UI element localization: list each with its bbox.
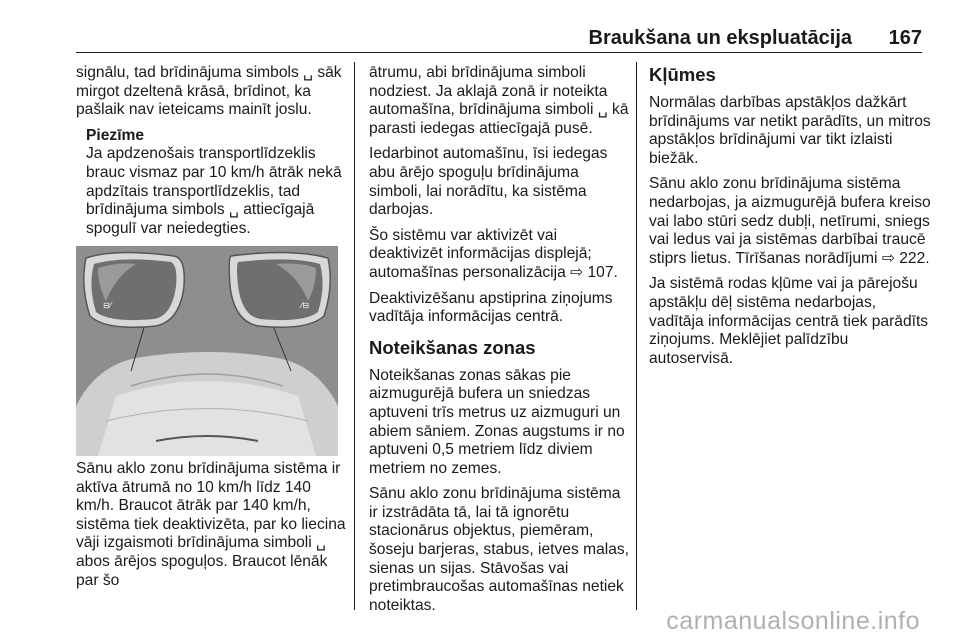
- watermark: carmanualsonline.info: [666, 607, 920, 635]
- paragraph: Deaktivizēšanu apstiprina ziņojums vadītāja informācijas centrā.: [369, 289, 613, 326]
- paragraph: Sānu aklo zonu brīdinājuma sistēma nedarbojas, ja aizmugurējā bufera kreiso vai labo stūri sedz dubļi, netīrumi, sniegs vai ledus vai ja sistēmas darbībai traucē stiprs lietus. Tīrīšanas norādījumi ⇨ 222.: [649, 175, 931, 267]
- svg-text:⁄⊟: ⁄⊟: [301, 301, 310, 310]
- paragraph: Ja sistēmā rodas kļūme vai ja pārejošu apstākļu dēļ sistēma nedarbojas, vadītāja informācijas centrā tiek parādīts ziņojums. Meklējiet palīdzību autoservisā.: [649, 275, 929, 367]
- section-title: Noteikšanas zonas: [369, 336, 536, 358]
- column-3: [649, 64, 932, 375]
- column-2: [369, 64, 633, 622]
- note-title: Piezīme: [86, 126, 145, 144]
- page-number: 167: [888, 27, 922, 49]
- paragraph: Noteikšanas zonas sākas pie aizmugurējā bufera un sniedzas aptuveni trīs metrus uz aizmuguri un abiem sāniem. Zonas augstums ir no aptuveni 0,5 metriem līdz diviem metriem no zemes.: [369, 366, 625, 477]
- section-title: Kļūmes: [649, 64, 716, 85]
- paragraph: signālu, tad brīdinājuma simbols ␣ sāk mirgot dzeltenā krāsā, brīdinot, ka pašlaik nav ieteicams mainīt joslu.: [76, 64, 342, 119]
- note-text: Ja apdzenošais transportlīdzeklis brauc vismaz par 10 km/h ātrāk nekā apdzītais transportlīdzeklis, tad brīdinājuma simbols ␣ attiecīgajā spogulī var neiedegties.: [86, 145, 342, 237]
- svg-text:⊟⁄: ⊟⁄: [103, 301, 112, 310]
- right-mirror-icon: [229, 252, 330, 327]
- paragraph: Sānu aklo zonu brīdinājuma sistēma ir aktīva ātrumā no 10 km/h līdz 140 km/h. Braucot ātrāk par 140 km/h, sistēma tiek deaktivizēta, par ko liecina vāji izgaismoti brīdinājuma simboli ␣ abos ārējos spoguļos. Braucot lēnāk par šo: [76, 460, 346, 589]
- mirror-illustration: [76, 246, 338, 456]
- column-divider: [354, 62, 355, 610]
- column-1: [76, 64, 346, 245]
- left-mirror-icon: [84, 252, 185, 327]
- paragraph: Normālas darbības apstākļos dažkārt brīdinājums var netikt parādīts, un mitros apstākļos brīdinājumi var tikt izlaisti biežāk.: [649, 94, 931, 167]
- paragraph: Iedarbinot automašīnu, īsi iedegas abu ārējo spoguļu brīdinājuma simboli, lai norādītu, ka sistēma darbojas.: [369, 145, 608, 219]
- note-box: [76, 127, 346, 239]
- paragraph: ātrumu, abi brīdinājuma simboli nodziest. Ja aklajā zonā ir noteikta automašīna, brīdinājuma simboli ␣ kā parasti iedegas attiecīgajā pusē.: [369, 64, 629, 137]
- column-1-lower: [76, 460, 346, 597]
- paragraph: Šo sistēmu var aktivizēt vai deaktivizēt informācijas displejā; automašīnas personalizācija ⇨ 107.: [369, 226, 618, 281]
- paragraph: Sānu aklo zonu brīdinājuma sistēma ir izstrādāta tā, lai tā ignorētu stacionārus objektus, piemēram, šoseju barjeras, stabus, ietves malas, sienas un sijas. Stāvošas vai pretimbraucošas automašīnas netiek noteiktas.: [369, 485, 630, 614]
- column-divider: [636, 62, 637, 610]
- page-header: [76, 22, 922, 53]
- page-title: Braukšana un ekspluatācija: [588, 27, 852, 49]
